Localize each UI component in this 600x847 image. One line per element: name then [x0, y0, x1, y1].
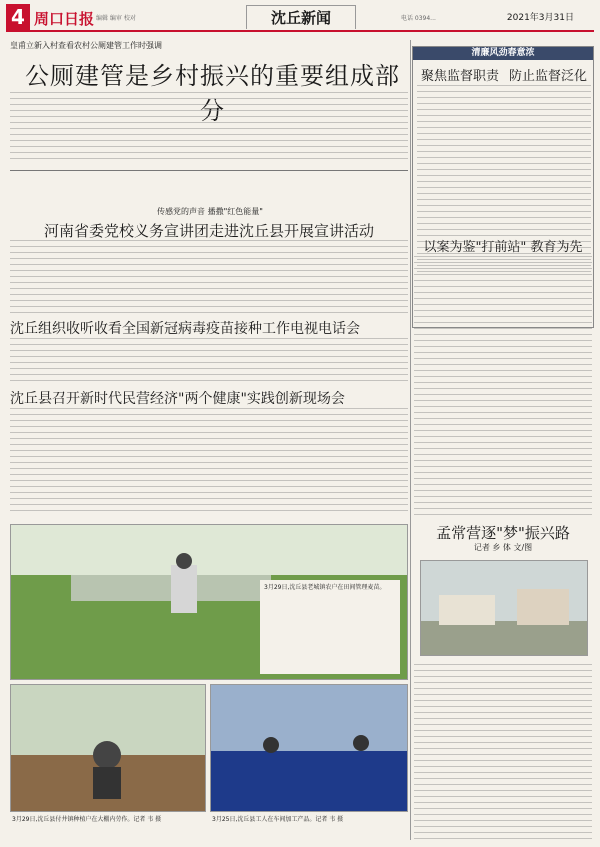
right-headline-c: 以案为鉴"打前站" 教育为先	[423, 240, 583, 255]
lead-body	[10, 92, 408, 164]
right-banner: 清廉风劲春意浓	[413, 47, 593, 60]
story2-body	[10, 240, 408, 314]
meta-mid: 电话 0394...	[401, 15, 436, 22]
lead-headline: 公厕建管是乡村振兴的重要组成部分	[25, 62, 400, 125]
photo-workshop	[210, 684, 408, 812]
story3-headline: 沈丘组织收听收看全国新冠病毒疫苗接种工作电视电话会	[10, 321, 360, 337]
caption-bottom-left: 3月29日,沈丘县付井镇种植户在大棚内劳作。记者 韦 摄	[12, 816, 162, 823]
right-headline-a: 聚焦监督职责	[420, 69, 499, 84]
feature-byline: 记者 乡 体 文/图	[473, 543, 533, 552]
issue-date: 2021年3月31日	[506, 13, 574, 23]
photo-village	[420, 560, 588, 656]
meta-left: 编辑 编审 校对	[96, 15, 136, 22]
masthead	[6, 4, 594, 32]
caption-box	[260, 580, 400, 674]
feature-headline: 孟常营逐"梦"振兴路	[436, 524, 570, 542]
caption-bottom-right: 3月25日,沈丘县工人在车间加工产品。记者 韦 摄	[212, 816, 344, 823]
column-divider	[410, 40, 411, 840]
page-number: 4	[6, 4, 30, 30]
story4-headline: 沈丘县召开新时代民营经济"两个健康"实践创新现场会	[10, 391, 345, 407]
newspaper-logo: 周口日报	[34, 10, 95, 28]
story2-headline: 河南省委党校义务宣讲团走进沈丘县开展宣讲活动	[43, 222, 374, 240]
right-body-2	[414, 256, 592, 516]
caption-top: 3月29日,沈丘县老城镇农户在田间管理麦苗。	[264, 584, 386, 591]
section-title: 沈丘新闻	[246, 5, 356, 29]
photo-greenhouse	[10, 684, 206, 812]
lead-kicker: 皇甫立新入村查看农村公厕建管工作时强调	[10, 41, 162, 50]
story4-body	[10, 408, 408, 516]
feature-body	[414, 664, 592, 840]
right-headline-b: 防止监督泛化	[508, 69, 587, 84]
story2-kicker: 传感党的声音 播撒"红色能量"	[157, 207, 263, 216]
divider	[10, 170, 408, 171]
story3-body	[10, 338, 408, 384]
